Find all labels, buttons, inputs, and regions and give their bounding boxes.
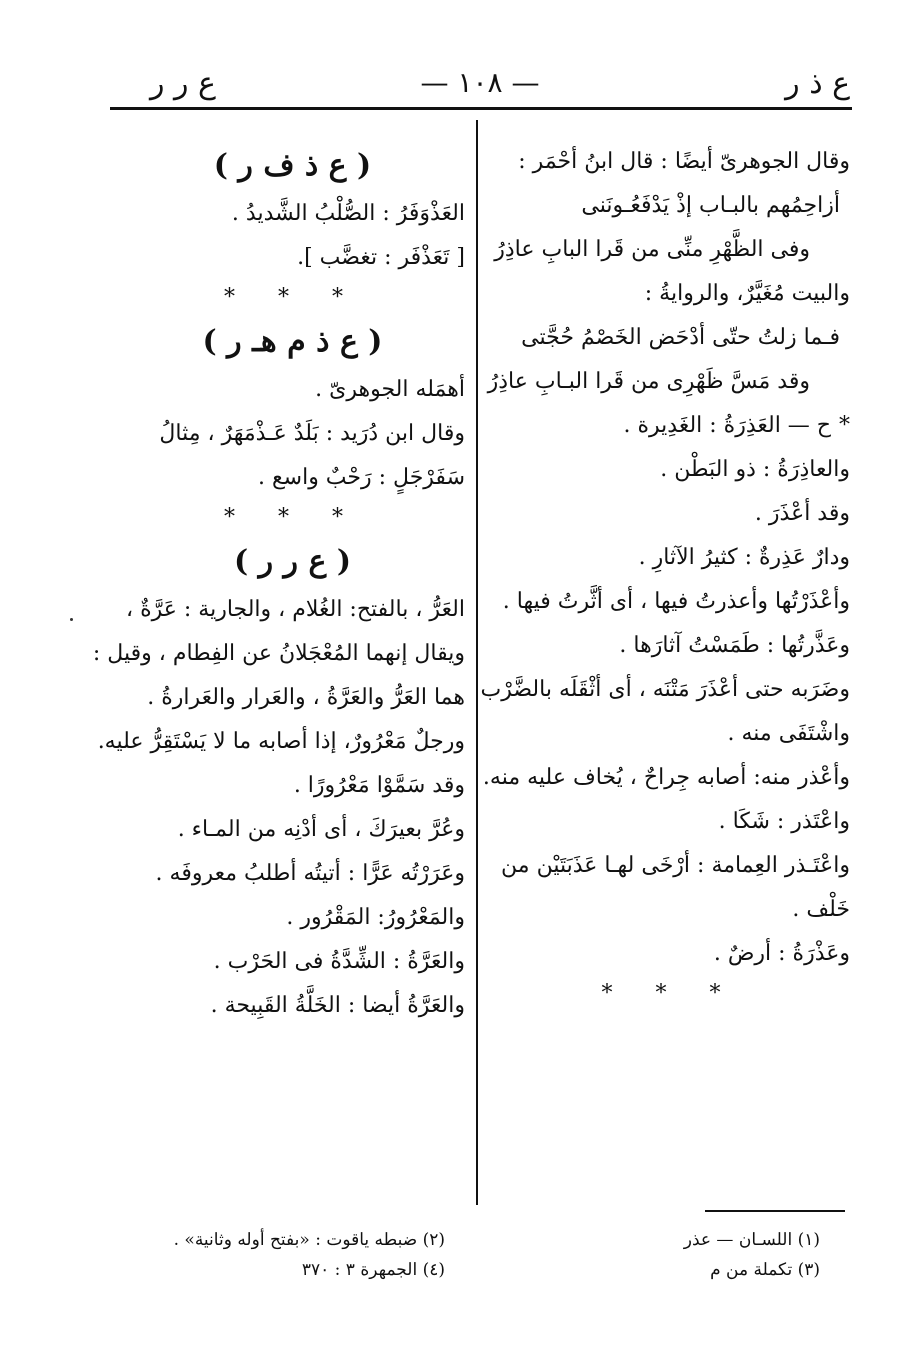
text-line: ويقال إنهما المُعْجَلانُ عن الفِطام ، وقيل : — [92, 641, 465, 666]
footnotes-left — [120, 1225, 445, 1285]
right-column — [480, 140, 850, 1012]
margin-dot — [70, 618, 73, 621]
footnote: (٤) الجمهرة ٣ : ٣٧٠ — [301, 1260, 445, 1280]
text-line: خَلْف . — [792, 897, 850, 922]
entry-heading: ( ع ذ م هـ ر ) — [202, 324, 383, 359]
text-line: العَرُّ ، بالفتح: الغُلام ، والجارية : عَرَّةٌ ، — [126, 597, 465, 622]
section-separator: * * * — [224, 505, 361, 530]
text-line: وعَذَّرتُها : طَمَسْتُ آثارَها . — [619, 633, 850, 658]
header-right-root: ع ذ ر — [785, 66, 850, 101]
text-line: وأعْذر منه: أصابه جِراحٌ ، يُخاف عليه منه. — [482, 765, 850, 790]
text-line: وفى الظَّهْرِ منِّى من قَرا البابِ عاذِرُ — [494, 237, 810, 262]
text-line: وقال الجوهرىّ أيضًا : قال ابنُ أحْمَر : — [518, 149, 850, 174]
text-line: وقد مَسَّ ظَهْرِى من قَرا البـابِ عاذِرُ — [487, 369, 810, 394]
text-line: فـما زلتُ حتّى أدْحَض الخَصْمُ حُجَّتى — [521, 325, 840, 350]
text-line: وقد أعْذَرَ . — [754, 501, 850, 526]
text-line: وضَرَبه حتى أعْذَرَ مَتْنَه ، أى أثْقَلَه بالضَّرْب — [480, 677, 850, 702]
text-line: وعَذْرَةُ : أرضٌ . — [713, 941, 850, 966]
text-line: والعَرَّةُ أيضا : الخَلَّةُ القَبِيحة . — [210, 993, 465, 1018]
text-line: واعْتَذر : شَكَا . — [718, 809, 850, 834]
footnotes-right — [490, 1225, 820, 1285]
footnote-rule — [705, 1210, 845, 1212]
text-line: والعاذِرَةُ : ذو البَطْن . — [660, 457, 850, 482]
text-line: واشْتَفَى منه . — [727, 721, 850, 746]
page-number: — ١٠٨ — — [420, 66, 540, 99]
text-line — [490, 404, 850, 448]
column-divider — [476, 120, 478, 1205]
text-line: وعَرَرْتُه عَرًّا : أتيتُه أطلبُ معروفَه . — [155, 861, 465, 886]
text-line: ورجلٌ مَعْرُورٌ، إذا أصابه ما لا يَسْتَقِرُّ عليه. — [97, 729, 465, 754]
footnote: (٢) ضبطه ياقوت : «بفتح أوله وثانية» . — [173, 1230, 445, 1250]
footnote: (١) اللسـان — عذر — [683, 1230, 820, 1250]
text-line: واعْتَـذر العِمامة : أرْخَى لهـا عَذَبَتَيْن من — [501, 853, 850, 878]
section-separator: * * * — [224, 285, 361, 310]
text-line: أزاحِمُهم بالبـاب إذْ يَدْفَعُـونَنى — [581, 193, 840, 218]
text-line: والبيت مُغَيَّرٌ، والروايةُ : — [644, 281, 850, 306]
text-line: أهمَله الجوهرىّ . — [315, 377, 465, 402]
text-line: العَذْوَفَرُ : الصُّلْبُ الشَّديدُ . — [231, 201, 465, 226]
page-header — [110, 66, 850, 106]
text-line: والمَعْرُورُ: المَقْرُور . — [286, 905, 465, 930]
text-line-content: ح — العَذِرَةُ : الغَدِيرة . — [623, 413, 831, 438]
section-separator: * * * — [601, 981, 739, 1006]
text-line: ودارٌ عَذِرةٌ : كثيرُ الآثارِ . — [638, 545, 850, 570]
text-line: هما العَرُّ والعَرَّةُ ، والعَرار والعَرارةُ . — [147, 685, 465, 710]
star-bullet-icon: * — [839, 413, 850, 438]
text-line: وقد سَمَّوْا مَعْرُورًا . — [293, 773, 465, 798]
entry-heading: ( ع ر ر ) — [233, 544, 352, 579]
header-left-root: ع ر ر — [150, 66, 216, 101]
text-line: وقال ابن دُرَيد : بَلَدٌ عَـذْمَهَرٌ ، مِثالُ — [159, 421, 465, 446]
text-line: وأعْذَرْتُها وأعذرتُ فيها ، أى أثَّرتُ فيها . — [502, 589, 850, 614]
text-line: والعَرَّةُ : الشِّدَّةُ فى الحَرْب . — [213, 949, 465, 974]
entry-heading: ( ع ذ ف ر ) — [213, 148, 372, 183]
text-line: [ تَعَذْفَر : تغضَّب ]. — [297, 245, 465, 270]
left-column — [92, 140, 465, 1028]
text-line: سَفَرْجَلٍ : رَحْبٌ واسع . — [257, 465, 465, 490]
footnote: (٣) تكملة من م — [710, 1260, 820, 1280]
header-rule — [110, 107, 852, 110]
text-line: وعُرَّ بعيرَكَ ، أى أدْنِه من المـاء . — [177, 817, 465, 842]
